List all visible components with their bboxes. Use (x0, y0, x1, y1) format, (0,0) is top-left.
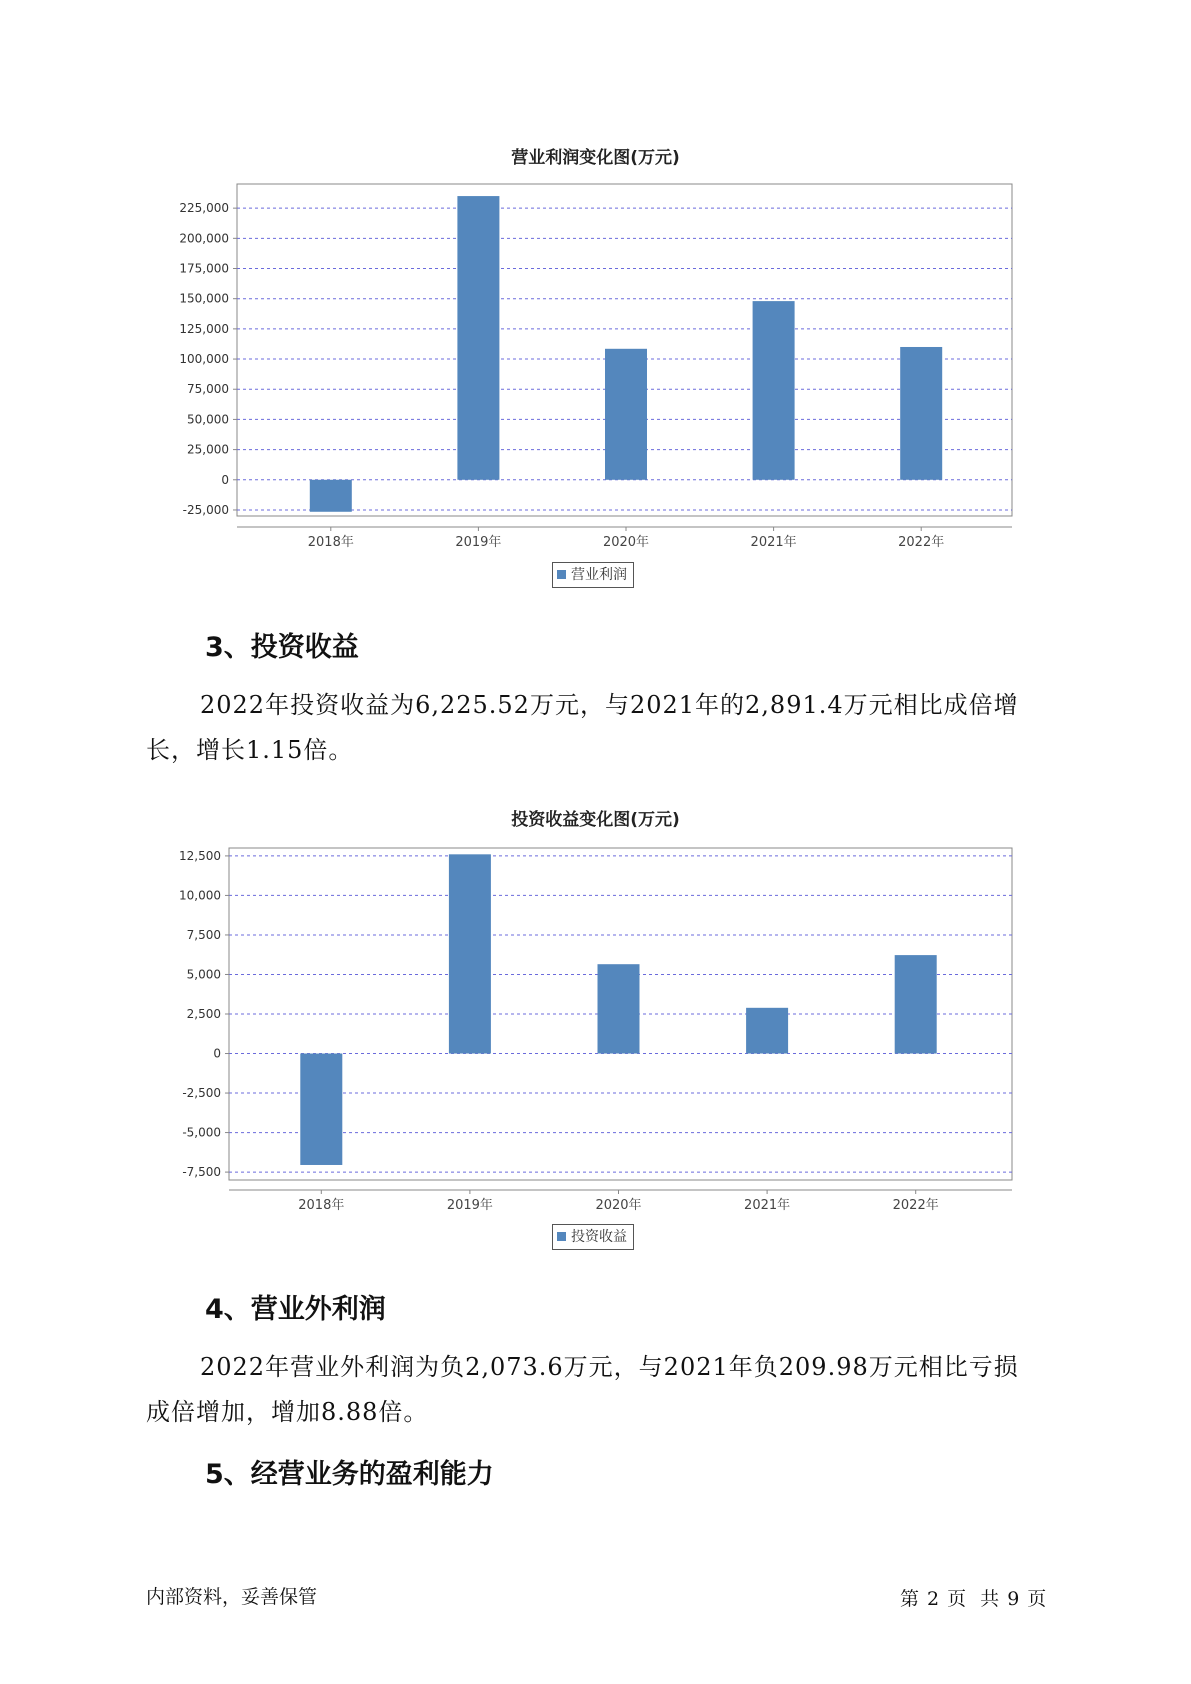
y-tick-label: 200,000 (179, 231, 229, 246)
y-tick-label: 50,000 (187, 412, 229, 427)
page-prefix: 第 (900, 1588, 920, 1610)
y-tick-label: 10,000 (179, 888, 221, 903)
y-tick-label: 2,500 (186, 1007, 221, 1021)
x-tick-label: 2020年 (602, 535, 650, 550)
x-tick-label: 2022年 (892, 1198, 939, 1213)
y-tick-label: 150,000 (179, 291, 229, 306)
x-tick-label: 2018年 (307, 535, 354, 550)
y-tick-label: 7,500 (186, 927, 221, 942)
paragraph-line: 2022年投资收益为6,225.52万元，与2021年的2,891.4万元相比成倍增 (200, 691, 1019, 719)
non-operating-profit-paragraph (146, 1345, 1056, 1435)
x-tick-label: 2018年 (298, 1198, 345, 1213)
section-heading-investment-income: 3、投资收益 (205, 632, 359, 663)
y-tick-label: 12,500 (179, 848, 221, 863)
footer-confidential-note: 内部资料，妥善保管 (146, 1586, 318, 1608)
x-tick-label: 2022年 (898, 535, 945, 550)
y-tick-label: -7,500 (182, 1165, 221, 1180)
paragraph-line: 成倍增加，增加8.88倍。 (146, 1398, 429, 1426)
footer-page-number (896, 1584, 1050, 1611)
y-tick-label: 5,000 (186, 967, 221, 982)
x-tick-label: 2021年 (744, 1198, 791, 1213)
section-heading-profitability: 5、经营业务的盈利能力 (205, 1459, 494, 1490)
page-suffix: 页 (1027, 1588, 1047, 1610)
section-heading-non-operating-profit: 4、营业外利润 (205, 1294, 386, 1325)
chart1-title: 营业利润变化图(万元) (511, 148, 680, 168)
paragraph-line: 长，增长1.15倍。 (146, 736, 354, 764)
x-tick-label: 2019年 (455, 535, 502, 550)
bar (300, 1054, 342, 1165)
y-tick-label: -2,500 (182, 1086, 221, 1101)
page-current: 2 (927, 1588, 940, 1610)
y-tick-label: -5,000 (182, 1125, 221, 1140)
page-total: 9 (1007, 1588, 1020, 1610)
bar (598, 964, 640, 1053)
chart2-legend-label: 投资收益 (571, 1229, 627, 1245)
y-tick-label: 100,000 (179, 352, 229, 367)
bar (449, 854, 491, 1053)
y-tick-label: 125,000 (179, 321, 229, 336)
page-total-prefix: 共 (980, 1588, 1000, 1610)
y-tick-label: -25,000 (182, 502, 229, 517)
chart2-legend (552, 1224, 634, 1250)
bar (746, 1008, 788, 1054)
x-tick-label: 2021年 (750, 535, 797, 550)
y-tick-label: 25,000 (187, 442, 229, 457)
paragraph-line: 2022年营业外利润为负2,073.6万元，与2021年负209.98万元相比亏损 (200, 1353, 1019, 1381)
y-tick-label: 175,000 (179, 261, 229, 276)
bar (895, 955, 937, 1053)
chart2-title: 投资收益变化图(万元) (511, 810, 680, 830)
y-tick-label: 225,000 (179, 201, 229, 216)
x-tick-label: 2019年 (446, 1198, 493, 1213)
y-tick-label: 0 (213, 1046, 221, 1061)
chart1-legend-label: 营业利润 (571, 567, 627, 583)
x-tick-label: 2020年 (595, 1198, 642, 1213)
legend-swatch (557, 1232, 566, 1241)
y-tick-label: 75,000 (187, 382, 229, 397)
y-tick-label: 0 (221, 472, 229, 487)
page-mid: 页 (947, 1588, 967, 1610)
